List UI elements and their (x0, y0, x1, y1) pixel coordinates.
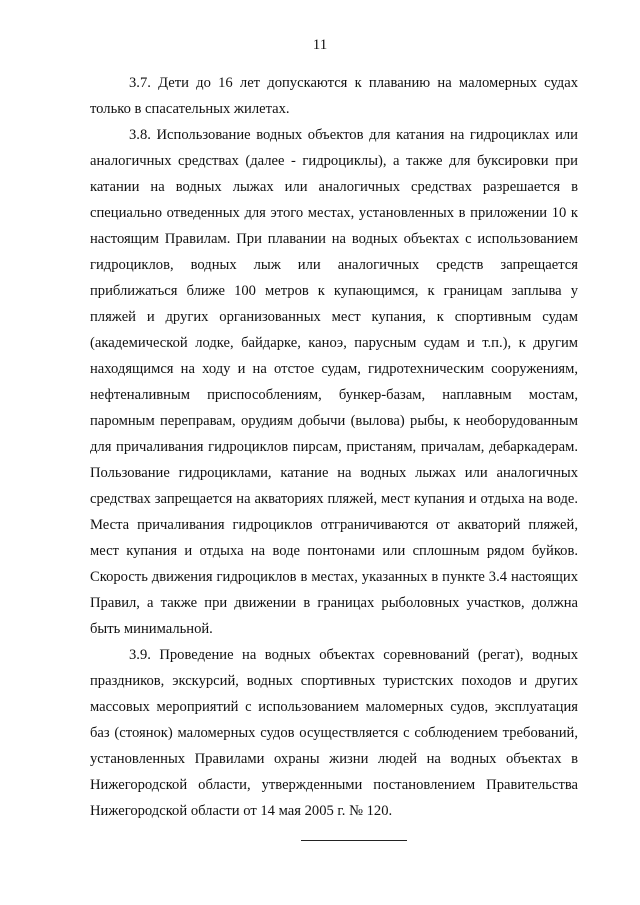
document-body (90, 70, 578, 824)
page-number: 11 (312, 37, 328, 53)
paragraph-3-9: 3.9. Проведение на водных объектах соревнований (регат), водных праздников, экскурсий, водных спортивных туристских походов и других массовых мероприятий с использованием маломерных судов, эксплуатация баз (стоянок) маломерных судов осуществляется с соблюдением требований, установленных Правилами охраны жизни людей на водных объектах в Нижегородской области, утвержденными постановлением Правительства Нижегородской области от 14 мая 2005 г. № 120. (90, 647, 578, 819)
end-separator-line (301, 840, 407, 841)
paragraph-3-8: 3.8. Использование водных объектов для катания на гидроциклах или аналогичных средствах (далее - гидроциклы), а также для буксировки при катании на водных лыжах или аналогичных средствах разрешается в специально отведенных для этого местах, установленных в приложении 10 к настоящим Правилам. При плавании на водных объектах с использованием гидроциклов, водных лыж или аналогичных средств запрещается приближаться ближе 100 метров к купающимся, к границам заплыва у пляжей и других организованных мест купания, к спортивным судам (академической лодке, байдарке, каноэ, парусным судам и т.п.), к другим находящимся на ходу и на отстое судам, гидротехническим сооружениям, нефтеналивным приспособлениям, бункер-базам, наплавным мостам, паромным переправам, орудиям добычи (вылова) рыбы, к необорудованным для причаливания гидроциклов пирсам, пристаням, причалам, дебаркадерам. Пользование гидроциклами, катание на водных лыжах или аналогичных средствах запрещается на акваториях пляжей, мест купания и отдыха на воде. Места причаливания гидроциклов отграничиваются от акваторий пляжей, мест купания и отдыха на воде понтонами или сплошным рядом буйков. Скорость движения гидроциклов в местах, указанных в пункте 3.4 настоящих Правил, а также при движении в границах рыболовных участков, должна быть минимальной. (90, 127, 578, 637)
paragraph-3-7: 3.7. Дети до 16 лет допускаются к плаванию на маломерных судах только в спасательных жилетах. (90, 75, 578, 117)
